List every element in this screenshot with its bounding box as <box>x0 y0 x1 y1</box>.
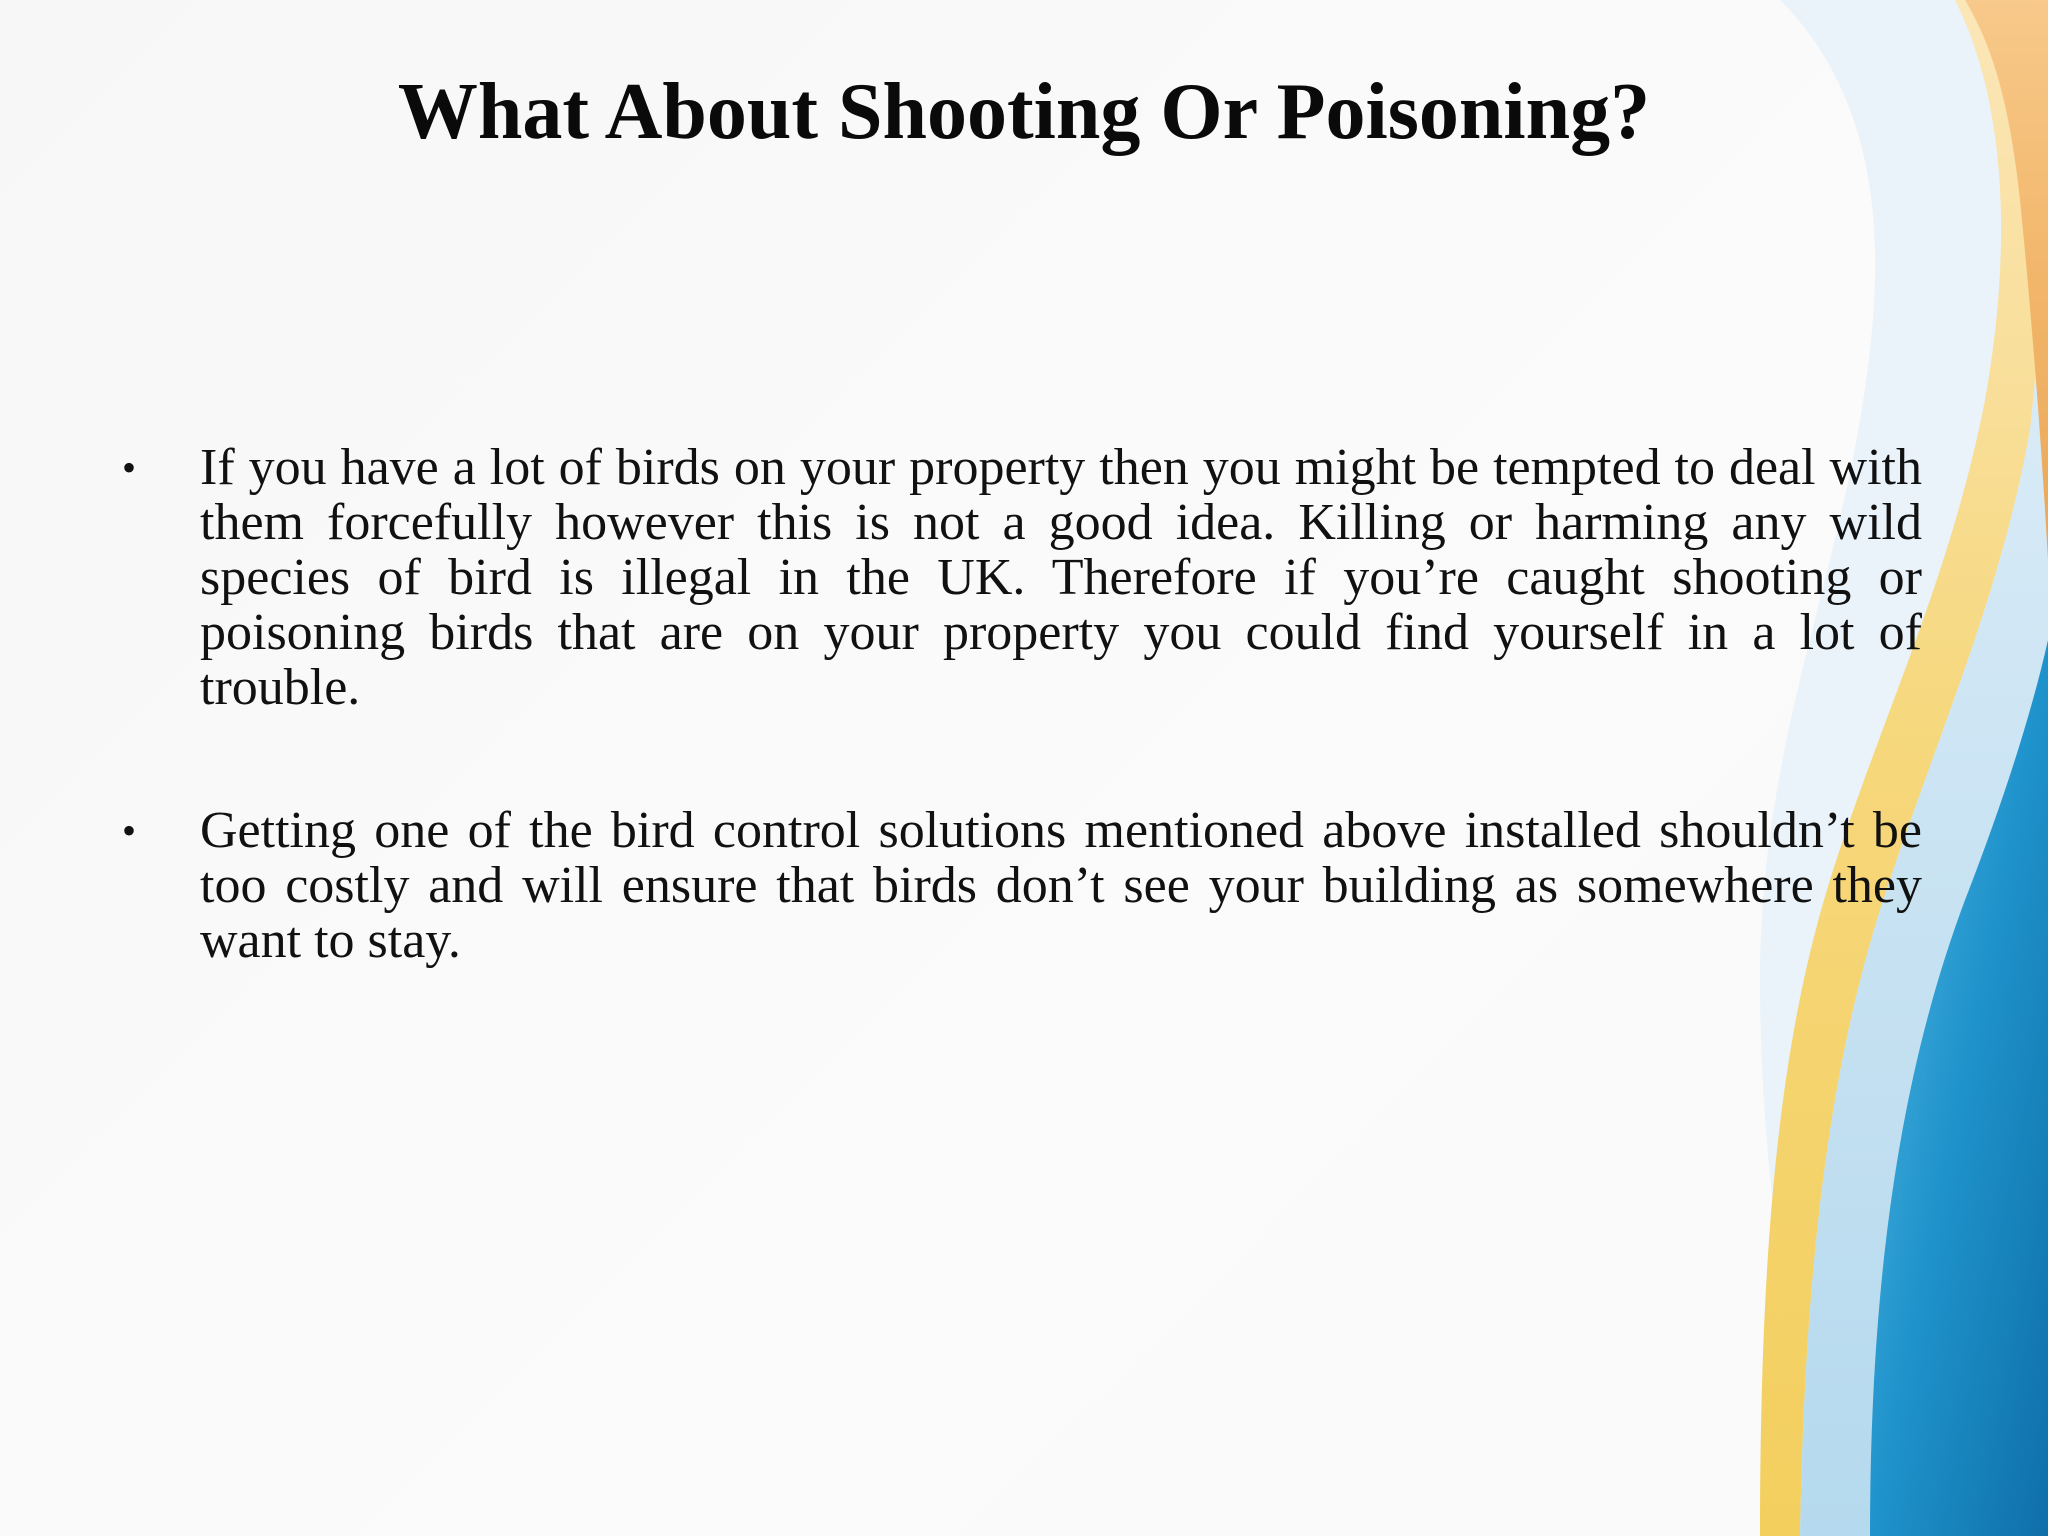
bullet-text: If you have a lot of birds on your property then you might be tempted to deal with them forcefully however this is not a good idea. Killing or harming any wild species of bird is illegal in the UK. Therefore if you’re caught shooting or poisoning birds that are on your property you could find yourself in a lot of trouble. <box>200 439 1922 716</box>
slide-title: What About Shooting Or Poisoning? <box>397 68 1651 156</box>
bullet-item <box>120 803 1922 968</box>
bullet-text: Getting one of the bird control solutions mentioned above installed shouldn’t be too costly and will ensure that birds don’t see your building as somewhere they want to stay. <box>200 802 1922 969</box>
bullet-dot-icon: • <box>122 808 137 853</box>
bullet-item <box>120 440 1922 715</box>
bullet-list <box>120 440 1922 1056</box>
bullet-dot-icon: • <box>122 445 137 490</box>
